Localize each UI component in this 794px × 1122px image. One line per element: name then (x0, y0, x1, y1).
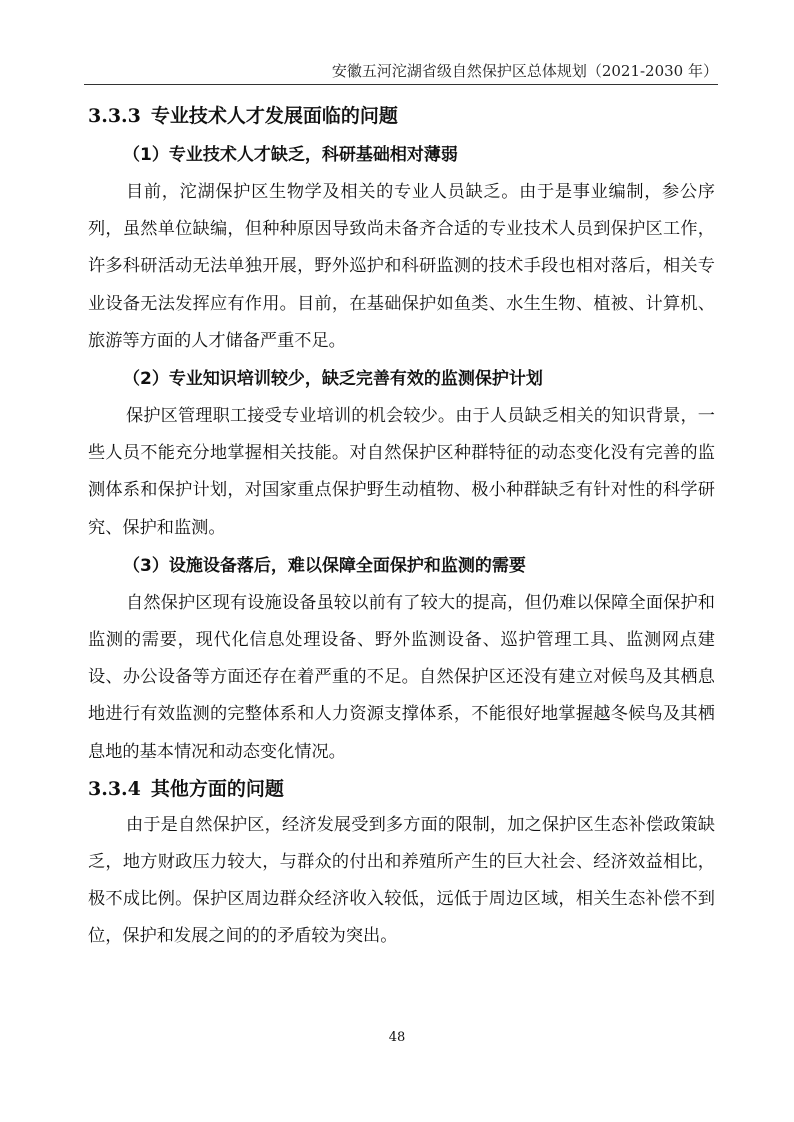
page-number: 48 (388, 1030, 406, 1045)
section-heading-3-3-3 (88, 98, 715, 136)
page-content (88, 98, 715, 956)
section-number: 3.3.4 (88, 777, 141, 800)
subsection-paragraph-3: 自然保护区现有设施设备虽较以前有了较大的提高，但仍难以保障全面保护和监测的需要，现代化信息处理设备、野外监测设备、巡护管理工具、监测网点建设、办公设备等方面还存在着严重的不足。自然保护区还没有建立对候鸟及其栖息地进行有效监测的完整体系和人力资源支撑体系，不能很好地掌握越冬候鸟及其栖息地的基本情况和动态变化情况。 (88, 592, 715, 762)
subsection-heading-2: （2）专业知识培训较少，缺乏完善有效的监测保护计划 (123, 369, 543, 390)
subsection-paragraph-1: 目前，沱湖保护区生物学及相关的专业人员缺乏。由于是事业编制，参公序列，虽然单位缺编，但种种原因导致尚未备齐合适的专业技术人员到保护区工作，许多科研活动无法单独开展，野外巡护和科研监测的技术手段也相对落后，相关专业设备无法发挥应有作用。目前，在基础保护如鱼类、水生生物、植被、计算机、旅游等方面的人才储备严重不足。 (88, 182, 715, 351)
subsection-heading-1: （1）专业技术人才缺乏，科研基础相对薄弱 (123, 145, 458, 165)
section-heading-3-3-4 (88, 771, 715, 807)
section-title: 其他方面的问题 (150, 777, 284, 800)
section-title: 专业技术人才发展面临的问题 (150, 105, 398, 127)
subsection-paragraph-2: 保护区管理职工接受专业培训的机会较少。由于人员缺乏相关的知识背景，一些人员不能充分地掌握相关技能。对自然保护区种群特征的动态变化没有完善的监测体系和保护计划，对国家重点保护野生动植物、极小种群缺乏有针对性的科学研究、保护和监测。 (88, 406, 715, 538)
section-number: 3.3.3 (88, 105, 141, 127)
page-header: 安徽五河沱湖省级自然保护区总体规划（2021-2030 年） (331, 62, 718, 80)
subsection-heading-3: （3）设施设备落后，难以保障全面保护和监测的需要 (123, 555, 526, 576)
header-rule (84, 84, 718, 85)
section-paragraph-3-3-4: 由于是自然保护区，经济发展受到多方面的限制，加之保护区生态补偿政策缺乏，地方财政压力较大，与群众的付出和养殖所产生的巨大社会、经济效益相比，极不成比例。保护区周边群众经济收入较低，远低于周边区域，相关生态补偿不到位，保护和发展之间的的矛盾较为突出。 (88, 814, 715, 947)
